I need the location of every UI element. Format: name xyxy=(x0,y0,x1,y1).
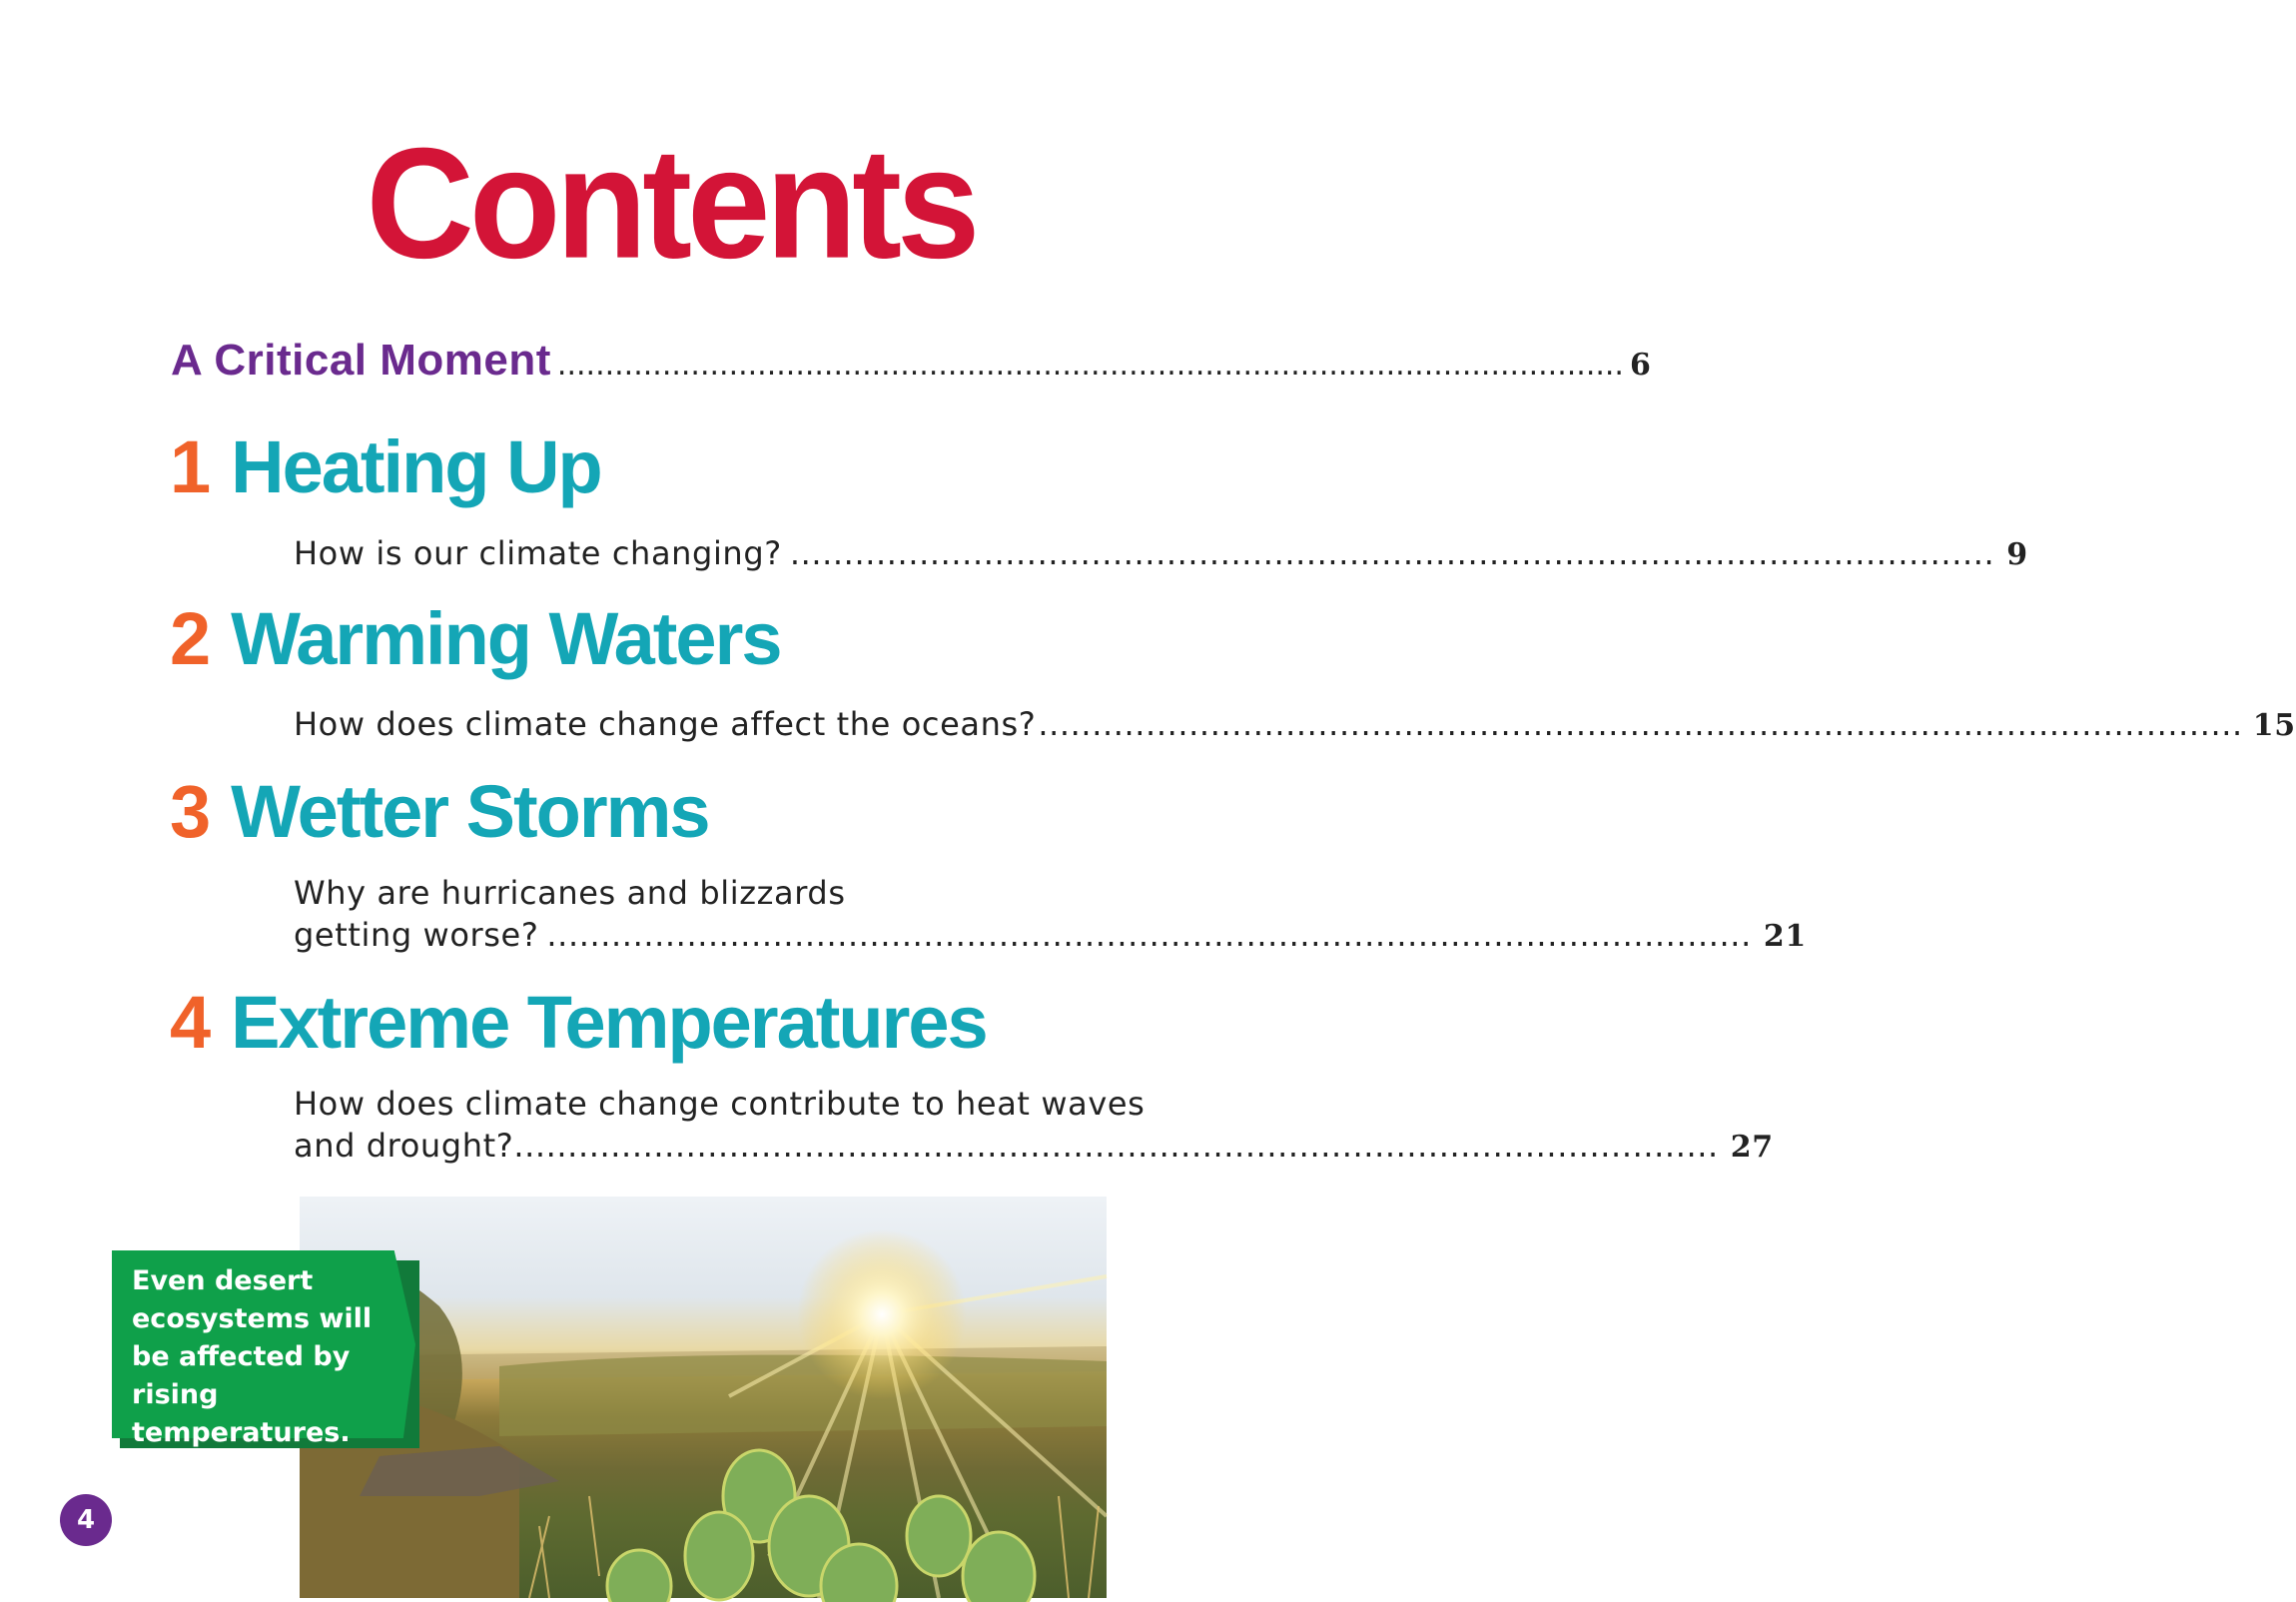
intro-label: A Critical Moment xyxy=(171,336,551,385)
page-number-badge: 4 xyxy=(60,1494,112,1546)
chapter-title: Heating Up xyxy=(231,425,601,508)
page-title: Contents xyxy=(366,114,976,292)
chapter-title: Wetter Storms xyxy=(231,770,709,853)
question-text: How is our climate changing? xyxy=(294,534,782,572)
chapter-3-heading[interactable] xyxy=(170,772,709,852)
question-text: Why are hurricanes and blizzards xyxy=(294,874,846,912)
chapter-4-question[interactable] xyxy=(294,1083,1774,1169)
chapter-1-question[interactable] xyxy=(294,532,2028,576)
chapter-title: Warming Waters xyxy=(231,597,781,680)
chapter-number: 3 xyxy=(170,770,210,853)
intro-page-number: 6 xyxy=(1629,348,1651,383)
question-text: How does climate change affect the oceans? xyxy=(294,705,1037,743)
dot-leader: ................................................................................................................ xyxy=(546,916,1752,954)
dot-leader: ................................................................................................................ xyxy=(1038,705,2243,743)
chapter-title: Extreme Temperatures xyxy=(231,981,987,1064)
dot-leader: ................................................................................................................ xyxy=(513,1127,1719,1165)
chapter-2-question[interactable] xyxy=(294,703,2296,747)
question-text: getting worse? xyxy=(294,916,539,954)
question-text: How does climate change contribute to heat waves xyxy=(294,1085,1146,1123)
chapter-4-heading[interactable] xyxy=(170,983,987,1063)
chapter-number: 1 xyxy=(170,425,210,508)
chapter-3-question[interactable] xyxy=(294,872,1807,958)
page-number: 21 xyxy=(1763,919,1807,954)
dot-leader: ................................................................................................................ xyxy=(556,348,1624,383)
desert-sunrise-photo xyxy=(300,1197,1107,1598)
dot-leader: ................................................................................................................ xyxy=(789,534,1995,572)
desert-landscape-illustration xyxy=(300,1197,1107,1598)
page-number: 15 xyxy=(2252,708,2296,743)
page-number: 9 xyxy=(2006,537,2028,572)
chapter-1-heading[interactable] xyxy=(170,427,601,507)
question-text: and drought? xyxy=(294,1127,514,1165)
chapter-2-heading[interactable] xyxy=(170,599,781,679)
chapter-number: 4 xyxy=(170,981,210,1064)
page-number: 27 xyxy=(1730,1130,1774,1165)
chapter-number: 2 xyxy=(170,597,210,680)
toc-entry-intro[interactable] xyxy=(171,336,1651,386)
photo-caption: Even desert ecosystems will be affected by rising temperatures. xyxy=(132,1265,373,1448)
